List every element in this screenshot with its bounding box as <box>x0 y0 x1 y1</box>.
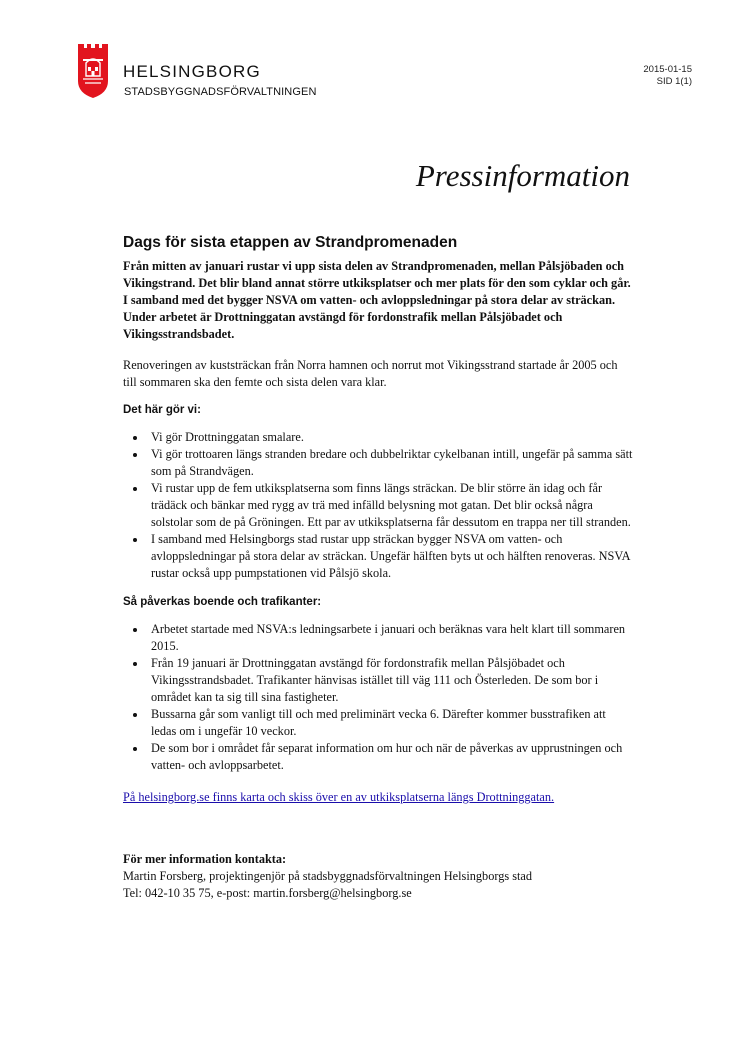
document-date: 2015-01-15 <box>643 64 692 75</box>
list-item: • Vi gör Drottninggatan smalare. <box>147 429 633 446</box>
list-item: • Vi gör trottoaren längs stranden bredare och dubbelriktar cykelbanan intill, ungefär på samma sätt som på Strandvägen. <box>147 446 633 480</box>
article <box>123 234 633 902</box>
document-meta <box>643 64 692 88</box>
list-item: • Arbetet startade med NSVA:s ledningsarbete i januari och beräknas vara helt klart till sommaren 2015. <box>147 621 633 655</box>
contact-details: Tel: 042-10 35 75, e-post: martin.forsberg@helsingborg.se <box>123 886 412 900</box>
list-item: • Från 19 januari är Drottninggatan avstängd för fordonstrafik mellan Pålsjöbadet och Vikingsstrandsbadet. Trafikanter hänvisas istället till väg 111 och Österleden. De som bor i området kan ta sig till sina fastigheter. <box>147 655 633 706</box>
contact-info <box>123 851 633 902</box>
list-item: • I samband med Helsingborgs stad rustar upp sträckan bygger NSVA om vatten- och avloppsledningar på stora delar av sträckan. Ungefär hälften byts ut och hälften renoveras. NSVA rustar också upp pumpstationen vid Pålsjö skola. <box>147 531 633 582</box>
section-title-actions: Det här gör vi: <box>123 404 201 416</box>
section-title-impact: Så påverkas boende och trafikanter: <box>123 596 322 608</box>
actions-list <box>123 429 633 582</box>
org-department: STADSBYGGNADSFÖRVALTNINGEN <box>124 86 317 98</box>
list-item: • Bussarna går som vanligt till och med preliminärt vecka 6. Därefter kommer busstrafiken att ledas om i ungefär 10 veckor. <box>147 706 633 740</box>
article-lead: Från mitten av januari rustar vi upp sista delen av Strandpromenaden, mellan Pålsjöbaden och Vikingstrand. Det blir bland annat större utkiksplatser och mer plats för den som cyklar och går. I samband med det bygger NSVA om vatten- och avloppsledningar på stora delar av sträckan. Under arbetet är Drottninggatan avstängd för fordonstrafik mellan Pålsjöbadet och Vikingsstrandsbadet. <box>123 259 631 341</box>
map-link[interactable]: På helsingborg.se finns karta och skiss över en av utkiksplatserna längs Drottninggatan. <box>123 790 555 804</box>
list-item: • De som bor i området får separat information om hur och när de påverkas av upprustningen och vatten- och avloppsarbetet. <box>147 740 633 774</box>
org-name: HELSINGBORG <box>123 62 261 81</box>
contact-person: Martin Forsberg, projektingenjör på stadsbyggnadsförvaltningen Helsingborgs stad <box>123 869 533 883</box>
page-number: SID 1(1) <box>656 76 692 87</box>
article-headline: Dags för sista etappen av Strandpromenaden <box>123 234 458 251</box>
helsingborg-crest-icon <box>77 43 109 99</box>
impact-list <box>123 621 633 774</box>
list-item: • Vi rustar upp de fem utkiksplatserna som finns längs sträckan. De blir större än idag och får trädäck och bänkar med rygg av trä med infälld belysning mot gatan. Det blir också några solstolar som de på Gröningen. Ett par av utkiksplatserna får dessutom en trappa ner till stranden. <box>147 480 633 531</box>
document-type: Pressinformation <box>415 158 630 193</box>
article-intro: Renoveringen av kuststräckan från Norra hamnen och norrut mot Vikingsstrand startade år 2005 och till sommaren ska den femte och sista delen vara klar. <box>123 358 618 389</box>
contact-title: För mer information kontakta: <box>123 852 287 866</box>
